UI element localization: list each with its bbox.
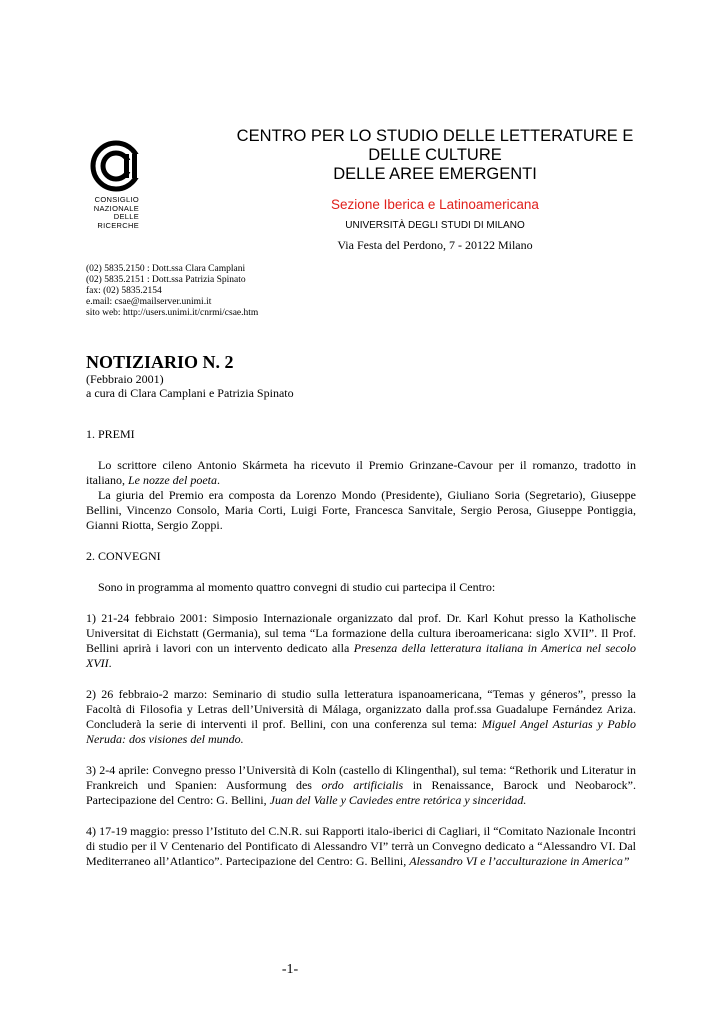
newsletter-editors: a cura di Clara Camplani e Patrizia Spinato [86, 386, 294, 400]
contact-fax: fax: (02) 5835.2154 [86, 286, 162, 296]
contact-website: sito web: http://users.unimi.it/cnrmi/csae.htm [86, 308, 259, 318]
contact-block [86, 264, 258, 319]
logo-line-2: NAZIONALE [93, 203, 139, 213]
convegno-1: 1) 21-24 febbraio 2001: Simposio Internazionale organizzato dal prof. Dr. Karl Kohut presso la Katholische Universitat di Eichstatt (Germania), sul tema “La formazione della cultura iberoamericana: siglo XVII”. Il Prof. Bellini aprirà i lavori con un intervento dedicato alla Presenza della letteratura italiana in America nel secolo XVII. [86, 611, 636, 670]
logo-line-3: DELLE [113, 212, 139, 221]
contact-phone-2: (02) 5835.2151 : Dott.ssa Patrizia Spinato [86, 275, 246, 285]
cnr-emblem-icon [90, 140, 142, 192]
section-name: Sezione Iberica e Latinoamericana [331, 197, 539, 212]
cnr-logo-text [84, 196, 139, 230]
premi-paragraph-1: Lo scrittore cileno Antonio Skármeta ha ricevuto il Premio Grinzane-Cavour per il romanzo, tradotto in italiano, Le nozze del poeta. [86, 458, 636, 487]
logo-line-4: RICERCHE [97, 220, 139, 230]
premi-paragraph-2: La giuria del Premio era composta da Lorenzo Mondo (Presidente), Giuliano Soria (Segretario), Giuseppe Bellini, Vincenzo Consolo, Maria Corti, Luigi Forte, Francesca Sanvitale, Sergio Perosa, Giuseppe Pontiggia, Gianni Riotta, Sergio Zoppi. [86, 488, 636, 532]
title-line-3: DELLE AREE EMERGENTI [333, 165, 537, 183]
newsletter-heading [86, 352, 294, 400]
title-line-2: DELLE CULTURE [368, 146, 502, 164]
newsletter-date: (Febbraio 2001) [86, 372, 164, 386]
address: Via Festa del Perdono, 7 - 20122 Milano [337, 238, 533, 252]
convegni-heading: 2. CONVEGNI [86, 549, 161, 563]
newsletter-title: NOTIZIARIO N. 2 [86, 352, 234, 372]
title-line-1: CENTRO PER LO STUDIO DELLE LETTERATURE E [236, 127, 634, 145]
contact-phone-1: (02) 5835.2150 : Dott.ssa Clara Camplani [86, 264, 246, 274]
convegno-2: 2) 26 febbraio-2 marzo: Seminario di studio sulla letteratura ispanoamericana, “Temas y géneros”, presso la Facoltà di Filosofia y Letras dell’Università di Málaga, organizzato dalla prof.ssa Guadalupe Fernández Ariza. Concluderà la serie di interventi il prof. Bellini, con una conferenza sul tema: Miguel Angel Asturias y Pablo Neruda: dos visiones del mundo. [86, 687, 637, 746]
premi-heading: 1. PREMI [86, 427, 135, 441]
page-number: -1- [281, 962, 299, 977]
centre-title [205, 127, 665, 184]
logo-line-1: CONSIGLIO [94, 195, 139, 204]
convegni-intro: Sono in programma al momento quattro convegni di studio cui partecipa il Centro: [98, 580, 496, 594]
contact-email: e.mail: csae@mailserver.unimi.it [86, 297, 212, 307]
university-name: UNIVERSITÀ DEGLI STUDI DI MILANO [345, 220, 525, 231]
convegno-4: 4) 17-19 maggio: presso l’Istituto del C.N.R. sui Rapporti italo-iberici di Cagliari, il “Comitato Nazionale Incontri di studio per il V Centenario del Pontificato di Alessandro VI” terrà un Convegno dedicato a “Alessandro VI. Dal Mediterraneo all’Atlantico”. Partecipazione del Centro: G. Bellini, Alessandro VI e l’acculturazione in America” [86, 824, 636, 868]
cnr-logo [84, 140, 154, 230]
convegno-3: 3) 2-4 aprile: Convegno presso l’Università di Koln (castello di Klingenthal), sul tema: “Rethorik und Literatur in Frankreich und Spanien: Ausformung des ordo artificialis in Renaissance, Barock und Neobarock”. Partecipazione del Centro: G. Bellini, Juan del Valle y Caviedes entre retórica y sinceridad. [86, 763, 636, 807]
newsletter-body [86, 427, 636, 869]
